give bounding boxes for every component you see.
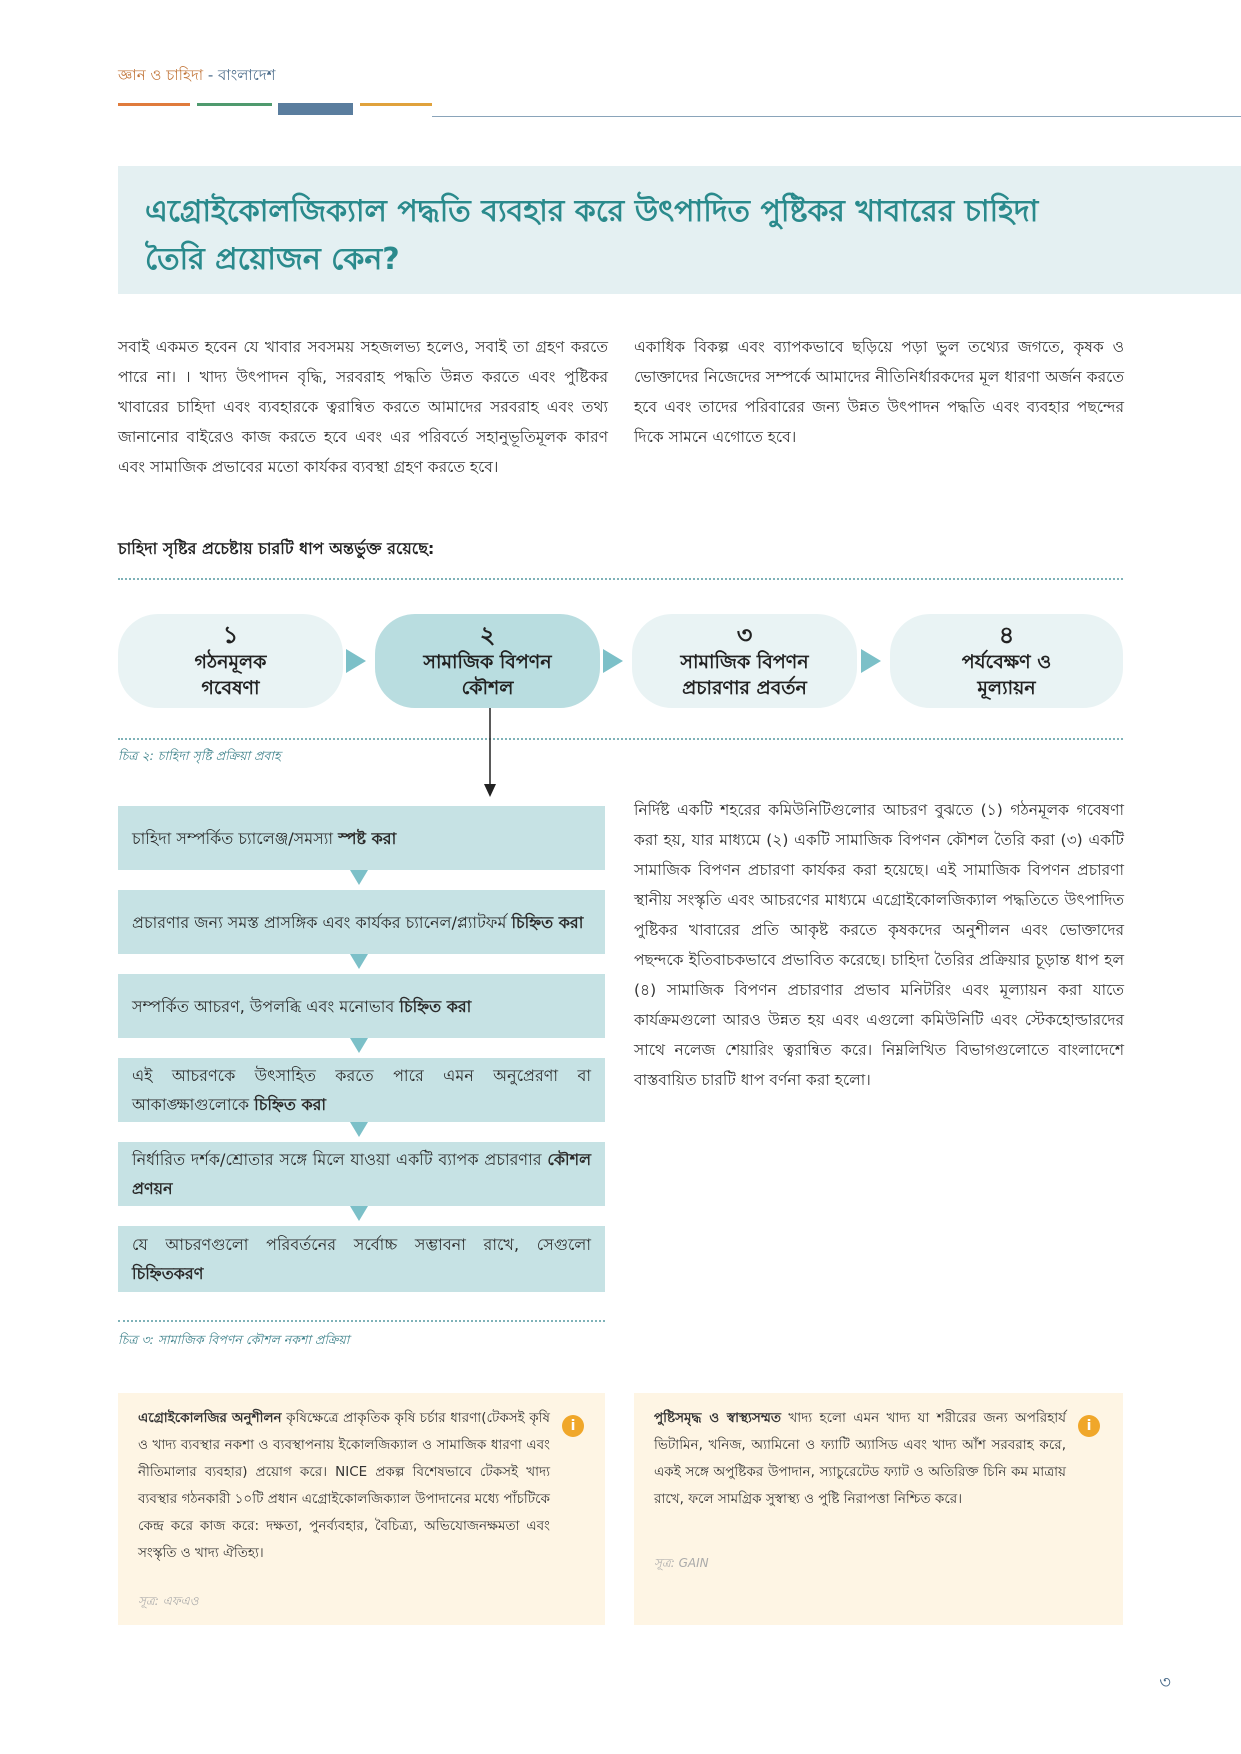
header-bar-orange	[118, 103, 190, 106]
header-title-part1: জ্ঞান ও চাহিদা	[118, 66, 204, 84]
dotted-divider-bottom	[118, 1320, 605, 1322]
process-arrow-5	[350, 1206, 368, 1221]
step-1-formative-research	[118, 614, 343, 708]
steps-heading: চাহিদা সৃষ্টির প্রচেষ্টায় চারটি ধাপ অন্তর্ভুক্ত রয়েছে:	[118, 539, 435, 558]
step-4-label-line1: পর্যবেক্ষণ ও	[961, 651, 1052, 673]
right-column-paragraph: নির্দিষ্ট একটি শহরের কমিউনিটিগুলোর আচরণ বুঝতে (১) গঠনমূলক গবেষণা করা হয়, যার মাধ্যমে (২) একটি সামাজিক বিপণন কৌশল তৈরি করা (৩) একটি সামাজিক বিপণন প্রচারণা কার্যকর করা হয়েছে। এই সামাজিক বিপণন প্রচারণা স্থানীয় সংস্কৃতি এবং আচরণের মাধ্যমে এগ্রোইকোলজিক্যাল পদ্ধতিতে উৎপাদিত পুষ্টিকর খাবারের প্রতি আকৃষ্ট করতে কৃষকদের অনুশীলন এবং ভোক্তাদের পছন্দকে ইতিবাচকভাবে প্রভাবিত করেছে। চাহিদা তৈরির প্রক্রিয়ার চূড়ান্ত ধাপ হল (৪) সামাজিক বিপণন প্রচারণার প্রভাব মনিটরিং এবং মূল্যায়ন করা যাতে কার্যক্রমগুলো আরও উন্নত হয় এবং এগুলো কমিউনিটি এবং স্টেকহোল্ডারদের সাথে নলেজ শেয়ারিং ত্বরান্বিত করে। নিম্নলিখিত বিভাগগুলোতে বাংলাদেশে বাস্তবায়িত চারটি ধাপ বর্ণনা করা হলো।	[634, 801, 1124, 1089]
page-title-line2: তৈরি প্রয়োজন কেন?	[145, 242, 400, 277]
process-step-6-text: যে আচরণগুলো পরিবর্তনের সর্বোচ্চ সম্ভাবনা রাখে, সেগুলো	[132, 1235, 591, 1254]
page-title	[145, 188, 1105, 284]
process-step-5-text: নির্ধারিত দর্শক/শ্রোতার সঙ্গে মিলে যাওয়া একটি ব্যাপক প্রচারণার	[132, 1150, 548, 1169]
step-3-campaign-launch	[632, 614, 857, 708]
info-box-agroecology-text	[138, 1405, 550, 1567]
dotted-divider-top	[118, 578, 1123, 580]
info-box-agroecology-source: সূত্র: এফএও	[138, 1594, 199, 1608]
process-arrow-2	[350, 954, 368, 969]
process-step-2	[118, 890, 605, 954]
process-step-4	[118, 1058, 605, 1122]
process-step-2-bold: চিহ্নিত করা	[511, 912, 584, 932]
step-4-monitoring-evaluation	[890, 614, 1123, 708]
header-bar-blue	[278, 103, 353, 115]
header-rule	[432, 116, 1241, 117]
process-arrow-4	[350, 1122, 368, 1137]
info-box-nutrition-text	[654, 1405, 1066, 1513]
process-step-3	[118, 974, 605, 1038]
step-arrow-2	[603, 649, 623, 673]
step-arrow-3	[861, 649, 881, 673]
step-1-label-line1: গঠনমূলক	[194, 651, 267, 673]
page-number: ৩	[1159, 1672, 1171, 1693]
process-step-6	[118, 1226, 605, 1292]
intro-left-paragraph: সবাই একমত হবেন যে খাবার সবসময় সহজলভ্য হলেও, সবাই তা গ্রহণ করতে পারে না। । খাদ্য উৎপাদন বৃদ্ধি, সরবরাহ পদ্ধতি উন্নত করতে এবং পুষ্টিকর খাবারের চাহিদা এবং ব্যবহারকে ত্বরান্বিত করতে আমাদের সরবরাহ এবং তথ্য জানানোর বাইরেও কাজ করতে হবে এবং এর পরিবর্তে সহানুভূতিমূলক কারণ এবং সামাজিক প্রভাবের মতো কার্যকর ব্যবস্থা গ্রহণ করতে হবে।	[118, 338, 608, 476]
step-3-label-line1: সামাজিক বিপণন	[680, 651, 809, 673]
info-icon: i	[1078, 1415, 1100, 1437]
header-bar-gold	[360, 103, 432, 106]
page-title-line1: এগ্রোইকোলজিক্যাল পদ্ধতি ব্যবহার করে উৎপাদিত পুষ্টিকর খাবারের চাহিদা	[145, 194, 1039, 229]
step-1-label-line2: গবেষণা	[201, 677, 260, 699]
process-step-6-bold: চিহ্নিতকরণ	[132, 1264, 204, 1283]
process-step-5	[118, 1142, 605, 1206]
figure-3-caption: চিত্র ৩: সামাজিক বিপণন কৌশল নকশা প্রক্রিয়া	[118, 1332, 350, 1347]
step-2-label-line1: সামাজিক বিপণন	[423, 651, 552, 673]
step-1-number: ১	[222, 621, 239, 649]
info-box-nutrition-term: পুষ্টিসমৃদ্ধ ও স্বাস্থ্যসম্মত	[654, 1410, 781, 1426]
process-step-4-bold: চিহ্নিত করা	[254, 1095, 327, 1114]
process-step-4-text: এই আচরণকে উৎসাহিত করতে পারে এমন অনুপ্রেরণা বা আকাঙ্ক্ষাগুলোকে	[132, 1066, 591, 1114]
process-step-5-bold: কৌশল প্রণয়ন	[132, 1150, 591, 1198]
step-4-number: ৪	[998, 621, 1015, 649]
process-step-1-text: চাহিদা সম্পর্কিত চ্যালেঞ্জ/সমস্যা	[132, 828, 339, 848]
process-step-3-text: সম্পর্কিত আচরণ, উপলব্ধি এবং মনোভাব	[132, 996, 400, 1016]
intro-right-paragraph: একাধিক বিকল্প এবং ব্যাপকভাবে ছড়িয়ে পড়া ভুল তথ্যের জগতে, কৃষক ও ভোক্তাদের নিজেদের সম্পর্কে আমাদের নীতিনির্ধারকদের মূল ধারণা অর্জন করতে হবে এবং তাদের পরিবারের জন্য উন্নত উৎপাদন পদ্ধতি এবং ব্যবহার পছন্দের দিকে সামনে এগোতে হবে।	[634, 338, 1124, 446]
info-box-nutrition-body: খাদ্য হলো এমন খাদ্য যা শরীরের জন্য অপরিহার্য ভিটামিন, খনিজ, অ্যামিনো ও ফ্যাটি অ্যাসিড এবং খাদ্য আঁশ সরবরাহ করে, একই সঙ্গে অপুষ্টিকর উপাদান, স্যাচুরেটেড ফ্যাট ও অতিরিক্ত চিনি কম মাত্রায় রাখে, ফলে সামগ্রিক সুস্বাস্থ্য ও পুষ্টি নিরাপত্তা নিশ্চিত করে।	[654, 1410, 1066, 1507]
process-step-2-text: প্রচারণার জন্য সমস্ত প্রাসঙ্গিক এবং কার্যকর চ্যানেল/প্ল্যাটফর্ম	[132, 912, 512, 932]
header-separator: -	[203, 66, 219, 84]
info-box-agroecology-body: কৃষিক্ষেত্রে প্রাকৃতিক কৃষি চর্চার ধারণা(টেকসই কৃষি ও খাদ্য ব্যবস্থার নকশা ও ব্যবস্থাপনায় ইকোলজিক্যাল ও সামাজিক ধারণা এবং নীতিমালার ব্যবহার) প্রয়োগ করে। NICE প্রকল্প বিশেষভাবে টেকসই খাদ্য ব্যবস্থার গঠনকারী ১০টি প্রধান এগ্রোইকোলজিক্যাল উপাদানের মধ্যে পাঁচটিকে কেন্দ্র করে কাজ করে: দক্ষতা, পুনর্ব্যবহার, বৈচিত্র্য, অভিযোজনক্ষমতা এবং সংস্কৃতি ও খাদ্য ঐতিহ্য।	[138, 1410, 550, 1561]
process-step-1	[118, 806, 605, 870]
dotted-divider-middle	[118, 738, 1123, 740]
step-arrow-1	[346, 649, 366, 673]
step-4-label-line2: মূল্যায়ন	[977, 677, 1036, 699]
step-2-label-line2: কৌশল	[461, 677, 514, 699]
info-box-agroecology-term: এগ্রোইকোলজির অনুশীলন	[138, 1410, 282, 1426]
running-header	[118, 64, 276, 89]
info-box-nutrition-source: সূত্র: GAIN	[654, 1556, 709, 1570]
process-arrow-1	[350, 870, 368, 885]
process-step-1-bold: স্পষ্ট করা	[338, 828, 397, 848]
process-arrow-3	[350, 1038, 368, 1053]
process-step-3-bold: চিহ্নিত করা	[399, 996, 472, 1016]
info-icon: i	[562, 1415, 584, 1437]
down-arrow-icon	[482, 708, 498, 798]
header-bar-green	[197, 103, 272, 106]
info-box-nutrition	[634, 1393, 1123, 1625]
step-3-number: ৩	[736, 621, 753, 649]
info-box-agroecology	[118, 1393, 605, 1625]
step-2-number: ২	[479, 621, 496, 649]
step-3-label-line2: প্রচারণার প্রবর্তন	[682, 677, 807, 699]
step-2-marketing-strategy	[375, 614, 600, 708]
figure-2-caption: চিত্র ২: চাহিদা সৃষ্টি প্রক্রিয়া প্রবাহ	[118, 748, 281, 763]
header-title-part2: বাংলাদেশ	[218, 66, 276, 84]
